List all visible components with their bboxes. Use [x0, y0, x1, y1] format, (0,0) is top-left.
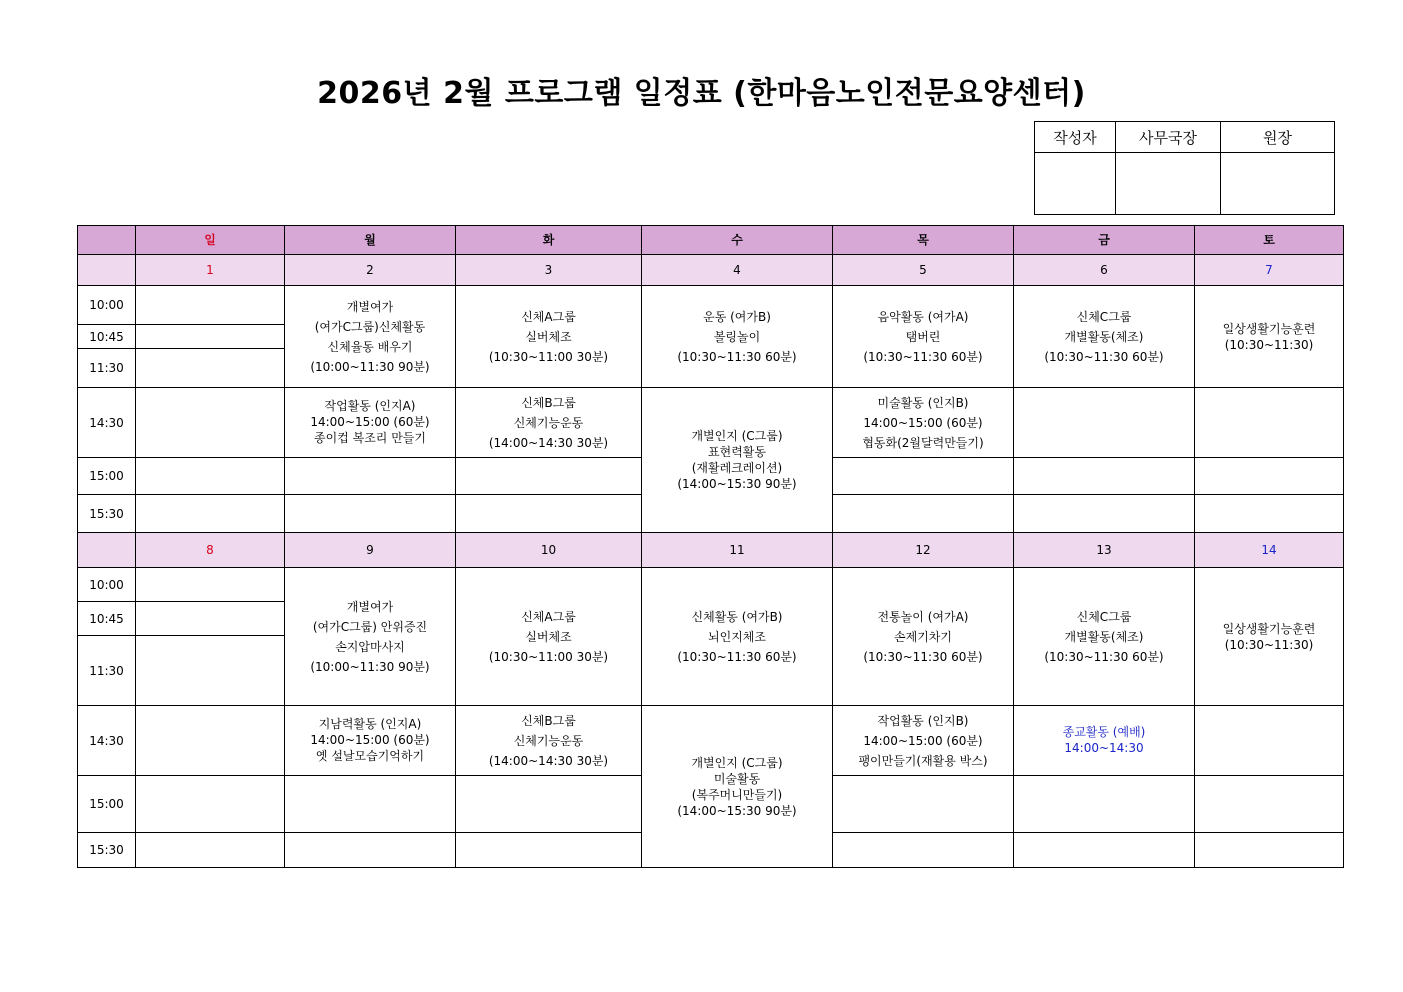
time-label: 15:00 — [78, 776, 136, 833]
empty-cell — [136, 495, 285, 533]
empty-cell — [285, 776, 456, 833]
date-cell: 13 — [1014, 533, 1195, 568]
time-row — [78, 568, 1344, 602]
day-sat: 토 — [1195, 226, 1344, 255]
date-cell: 12 — [833, 533, 1014, 568]
date-corner — [78, 533, 136, 568]
activity-cell: 신체C그룹 개별활동(체조) (10:30~11:30 60분) — [1014, 286, 1195, 388]
activity-cell: 개별여가 (여가C그룹)신체활동 신체율동 배우기 (10:00~11:30 90분) — [285, 286, 456, 388]
day-thu: 목 — [833, 226, 1014, 255]
date-cell: 4 — [642, 255, 833, 286]
time-label: 15:30 — [78, 833, 136, 868]
empty-cell — [1195, 458, 1344, 495]
empty-cell — [1195, 833, 1344, 868]
activity-cell: 작업활동 (인지B) 14:00~15:00 (60분) 팽이만들기(재활용 박스) — [833, 706, 1014, 776]
approval-writer-sign — [1035, 153, 1116, 215]
empty-cell — [1014, 833, 1195, 868]
activity-cell: 작업활동 (인지A) 14:00~15:00 (60분) 종이컵 복조리 만들기 — [285, 388, 456, 458]
activity-cell: 신체B그룹 신체기능운동 (14:00~14:30 30분) — [456, 706, 642, 776]
schedule-table — [77, 225, 1344, 868]
activity-cell: 개별여가 (여가C그룹) 안위증진 손지압마사지 (10:00~11:30 90분) — [285, 568, 456, 706]
corner-cell — [78, 226, 136, 255]
day-mon: 월 — [285, 226, 456, 255]
date-cell: 11 — [642, 533, 833, 568]
empty-cell — [136, 776, 285, 833]
weekday-header-row — [78, 226, 1344, 255]
time-row — [78, 706, 1344, 776]
activity-cell: 개별인지 (C그룹) 표현력활동 (재활레크레이션) (14:00~15:30 90분) — [642, 388, 833, 533]
activity-cell: 전통놀이 (여가A) 손제기차기 (10:30~11:30 60분) — [833, 568, 1014, 706]
day-tue: 화 — [456, 226, 642, 255]
empty-cell — [456, 458, 642, 495]
time-label: 10:45 — [78, 602, 136, 636]
approval-writer-label: 작성자 — [1035, 122, 1116, 153]
empty-cell — [833, 495, 1014, 533]
time-label: 10:00 — [78, 568, 136, 602]
date-cell: 2 — [285, 255, 456, 286]
date-cell: 5 — [833, 255, 1014, 286]
date-cell: 3 — [456, 255, 642, 286]
empty-cell — [1014, 458, 1195, 495]
empty-cell — [136, 636, 285, 706]
time-label: 15:30 — [78, 495, 136, 533]
day-wed: 수 — [642, 226, 833, 255]
activity-cell: 신체활동 (여가B) 뇌인지체조 (10:30~11:30 60분) — [642, 568, 833, 706]
time-row — [78, 388, 1344, 458]
empty-cell — [136, 325, 285, 349]
empty-cell — [136, 706, 285, 776]
time-label: 15:00 — [78, 458, 136, 495]
time-label: 11:30 — [78, 349, 136, 388]
empty-cell — [1014, 388, 1195, 458]
approval-box — [1034, 121, 1335, 215]
empty-cell — [456, 776, 642, 833]
time-label: 14:30 — [78, 706, 136, 776]
empty-cell — [136, 458, 285, 495]
empty-cell — [285, 495, 456, 533]
empty-cell — [136, 602, 285, 636]
activity-cell: 일상생활기능훈련 (10:30~11:30) — [1195, 286, 1344, 388]
day-fri: 금 — [1014, 226, 1195, 255]
date-cell: 14 — [1195, 533, 1344, 568]
activity-cell: 신체A그룹 실버체조 (10:30~11:00 30분) — [456, 286, 642, 388]
empty-cell — [833, 833, 1014, 868]
activity-cell: 신체C그룹 개별활동(체조) (10:30~11:30 60분) — [1014, 568, 1195, 706]
empty-cell — [1195, 706, 1344, 776]
empty-cell — [1195, 388, 1344, 458]
empty-cell — [1195, 495, 1344, 533]
empty-cell — [1195, 776, 1344, 833]
time-label: 10:45 — [78, 325, 136, 349]
activity-cell: 개별인지 (C그룹) 미술활동 (복주머니만들기) (14:00~15:30 90분) — [642, 706, 833, 868]
time-label: 10:00 — [78, 286, 136, 325]
empty-cell — [136, 388, 285, 458]
date-corner — [78, 255, 136, 286]
empty-cell — [1014, 776, 1195, 833]
date-cell: 1 — [136, 255, 285, 286]
date-cell: 8 — [136, 533, 285, 568]
empty-cell — [1014, 495, 1195, 533]
empty-cell — [285, 458, 456, 495]
time-label: 14:30 — [78, 388, 136, 458]
activity-cell: 종교활동 (예배) 14:00~14:30 — [1014, 706, 1195, 776]
empty-cell — [833, 776, 1014, 833]
page-title: 2026년 2월 프로그램 일정표 (한마음노인전문요양센터) — [317, 76, 1086, 111]
week2-date-row — [78, 533, 1344, 568]
activity-cell: 신체A그룹 실버체조 (10:30~11:00 30분) — [456, 568, 642, 706]
date-cell: 6 — [1014, 255, 1195, 286]
empty-cell — [285, 833, 456, 868]
activity-cell: 지남력활동 (인지A) 14:00~15:00 (60분) 옛 설날모습기억하기 — [285, 706, 456, 776]
empty-cell — [833, 458, 1014, 495]
day-sun: 일 — [136, 226, 285, 255]
empty-cell — [136, 349, 285, 388]
empty-cell — [456, 495, 642, 533]
date-cell: 10 — [456, 533, 642, 568]
time-label: 11:30 — [78, 636, 136, 706]
approval-director-label: 원장 — [1221, 122, 1335, 153]
time-row — [78, 286, 1344, 325]
empty-cell — [136, 568, 285, 602]
approval-manager-sign — [1116, 153, 1221, 215]
empty-cell — [456, 833, 642, 868]
empty-cell — [136, 286, 285, 325]
date-cell: 7 — [1195, 255, 1344, 286]
week1-date-row — [78, 255, 1344, 286]
activity-cell: 일상생활기능훈련 (10:30~11:30) — [1195, 568, 1344, 706]
activity-cell: 미술활동 (인지B) 14:00~15:00 (60분) 협동화(2월달력만들기) — [833, 388, 1014, 458]
activity-cell: 운동 (여가B) 볼링놀이 (10:30~11:30 60분) — [642, 286, 833, 388]
empty-cell — [136, 833, 285, 868]
activity-cell: 음악활동 (여가A) 탬버린 (10:30~11:30 60분) — [833, 286, 1014, 388]
date-cell: 9 — [285, 533, 456, 568]
approval-manager-label: 사무국장 — [1116, 122, 1221, 153]
approval-director-sign — [1221, 153, 1335, 215]
activity-cell: 신체B그룹 신체기능운동 (14:00~14:30 30분) — [456, 388, 642, 458]
